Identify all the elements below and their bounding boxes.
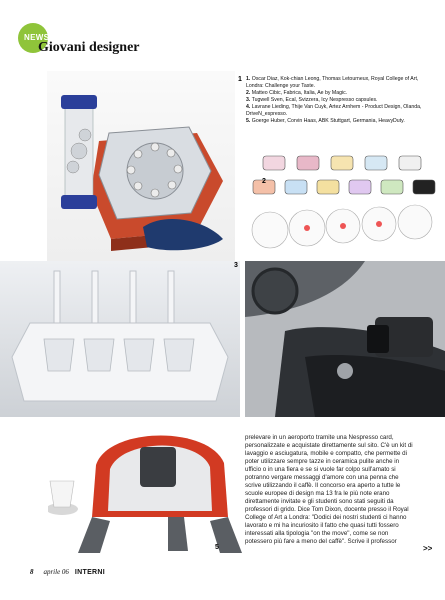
photo-number-2: 2 [262, 178, 266, 185]
photo-heavyduty [48, 417, 246, 557]
caption-item: 3. Tugwell Sven, Ecal, Svizzera, Icy Nespresso capsules. [246, 97, 378, 103]
photo-icy-nespresso-capsules [0, 261, 240, 417]
article-line: potranno vergare messaggi d'amore con una penna che [245, 474, 399, 481]
article-line: College of Art a Londra: "Dodici dei nostri studenti ci hanno [245, 514, 407, 521]
photo-ae-by-magic [245, 150, 445, 260]
footer [30, 568, 105, 576]
article-text [245, 434, 420, 546]
espresso-machine-illustration [48, 417, 246, 557]
article-line: prelevare in un aeroporto tramite una Nespresso card, [245, 434, 394, 441]
car-interior-illustration [245, 261, 445, 417]
photo-number-5: 5 [215, 544, 219, 551]
article-line: lavorato e mi ha incuriosito il fatto che quasi tutti fossero [245, 522, 399, 529]
magazine-name: INTERNI [74, 569, 105, 576]
article-line: poter utilizzare sempre tazze in ceramica pulite anche in [245, 458, 400, 465]
news-tag: NEWS [24, 33, 50, 42]
photo-number-1: 1 [238, 76, 242, 83]
photo-driven-espresso [245, 261, 445, 417]
article-line: interessati alla tipologia "on the move", come se non [245, 530, 389, 537]
article-line: lavaggio e asciugatura, mobile e compatto, che permette di [245, 450, 407, 457]
photo-challenge-your-taste [47, 71, 235, 261]
cups-plates-illustration [245, 150, 445, 260]
caption-item: 5. Goerge Huber, Corvin Haas, ABK Stuttgart, Germania, HeavyDuty. [246, 118, 405, 124]
article-line: scuole europee di design ma 13 fra le più note erano [245, 490, 390, 497]
article-line: personalizzate e acquistate direttamente sul sito. C'è un kit di [245, 442, 413, 449]
article-line: ufficio o in una fiera e se si vuole far colpo sull'amato si [245, 466, 396, 473]
article-line: scrive utilizzando il caffè. Il concorso era aperto a tutte le [245, 482, 401, 489]
article-line: direttamente invitate e gli studenti sono stati seguiti da [245, 498, 394, 505]
ice-capsules-illustration [0, 261, 240, 417]
pill-dispenser-illustration [47, 71, 235, 261]
page-title: Giovani designer [38, 40, 140, 55]
caption-item: 2. Matteo Cibic, Fabrica, Italia, Ae by Magic. [246, 90, 348, 96]
issue-date: aprile 06 [43, 568, 69, 576]
caption-item: 1. Oscar Diaz, Kok-chian Leong, Thomas Letourneux, Royal College of Art, Londra: Challenge your Taste. [246, 76, 419, 89]
captions [246, 76, 434, 125]
article-line: professori di grido. Dice Tom Dixon, docente presso il Royal [245, 506, 409, 513]
photo-number-3: 3 [234, 262, 238, 269]
article-line: potessero più fare a meno del caffè". Scrive il professor [245, 538, 397, 545]
continue-mark: >> [423, 544, 433, 553]
caption-item: 4. Lavrane Lieding, Thije Van Cuyk, Artez Arnhem - Product Design, Olanda, DriveN_espresso. [246, 104, 422, 117]
page-number: 8 [30, 568, 34, 576]
